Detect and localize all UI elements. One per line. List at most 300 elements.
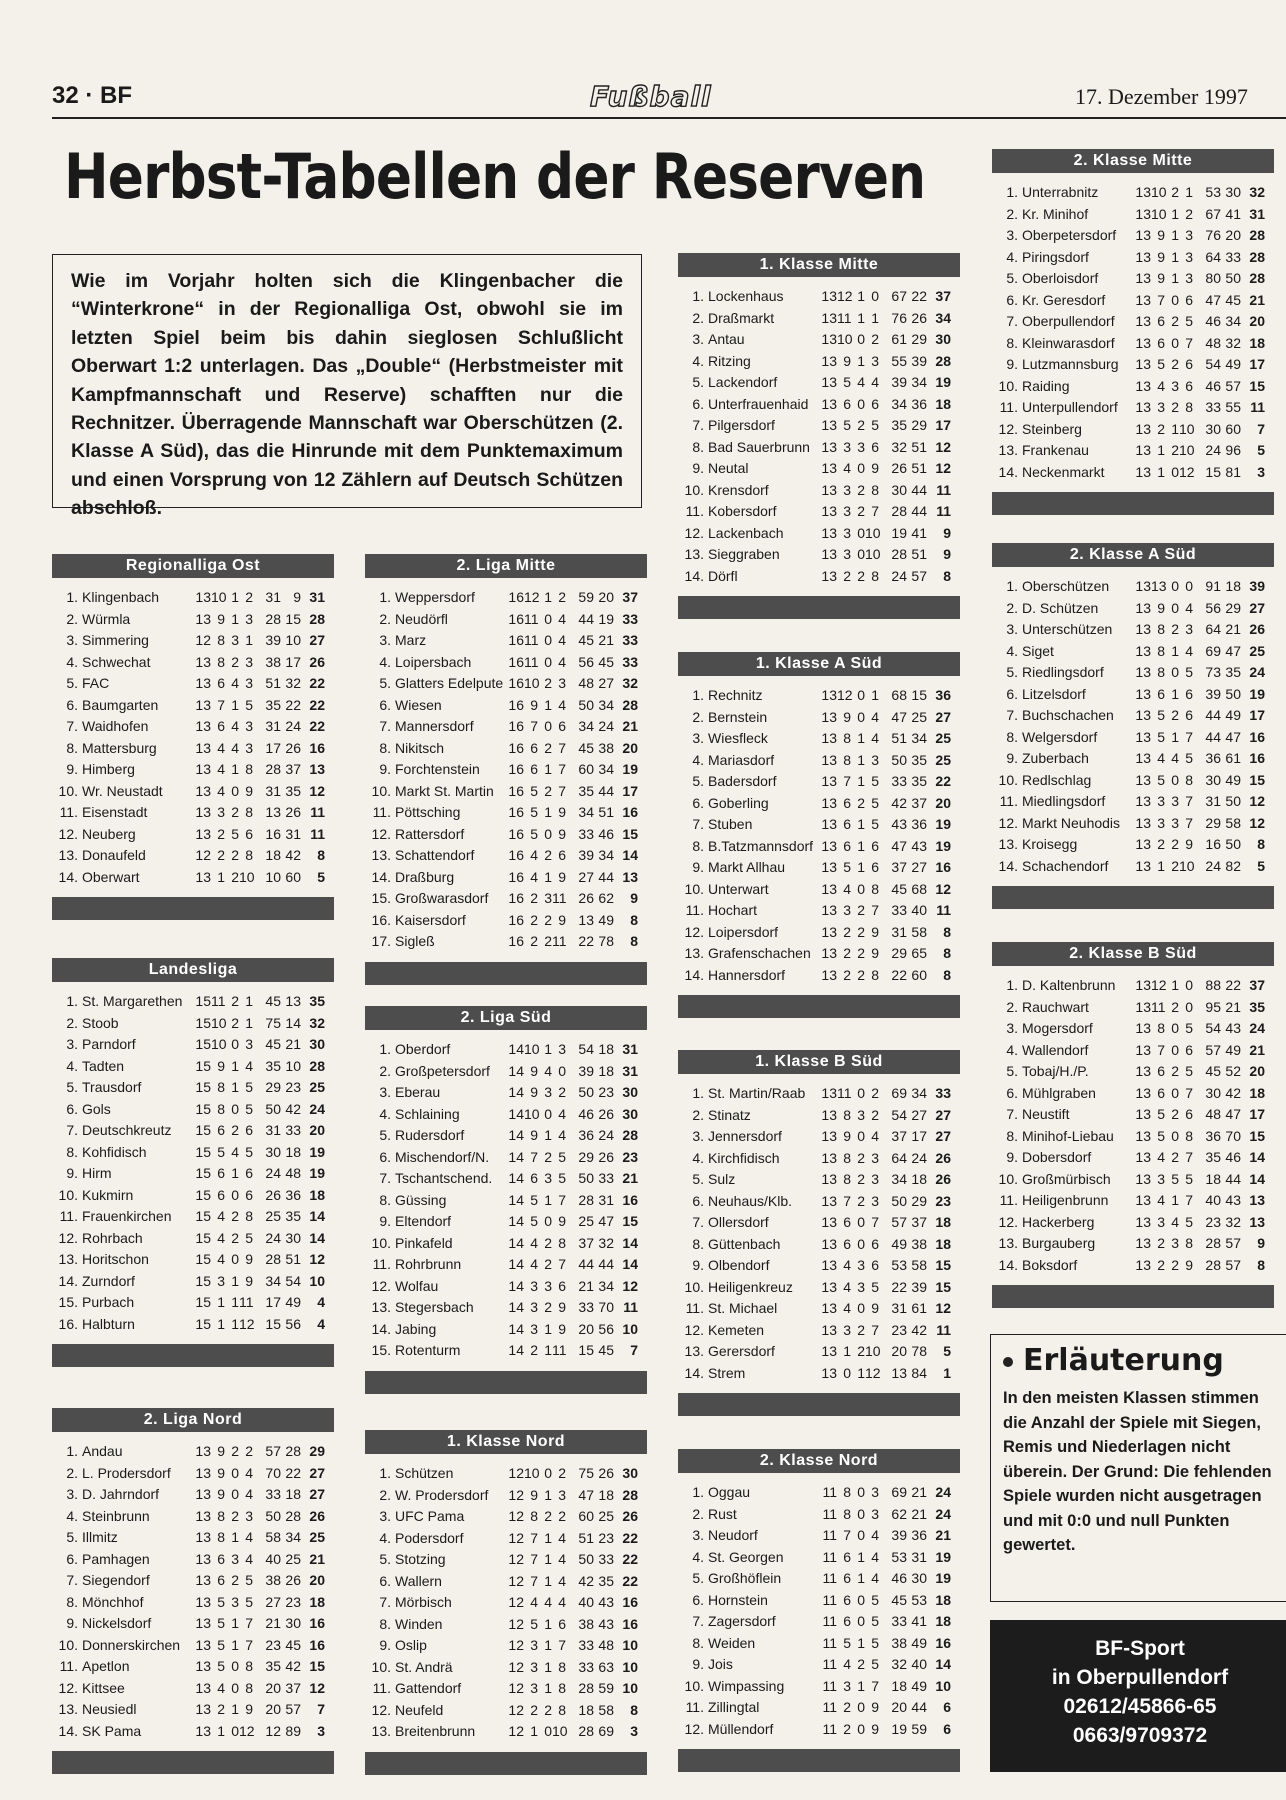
table-row: [678, 1105, 960, 1127]
table-cell: 45: [285, 1636, 301, 1653]
table-cell: 7: [1157, 1041, 1165, 1058]
table-cell: 27: [935, 1106, 951, 1123]
table-cell: Sieggraben: [708, 546, 780, 562]
table-cell: 21: [285, 1036, 301, 1052]
table-cell: 10: [211, 1014, 227, 1031]
table-cell: 11: [552, 933, 567, 949]
table-cell: 1.: [379, 589, 391, 605]
table-cell: 2: [231, 1572, 239, 1588]
table-title: 1. Klasse A Süd: [678, 652, 960, 676]
table-cell: 8.: [692, 1235, 704, 1252]
table-cell: 1: [544, 1680, 552, 1696]
table-row: [992, 1104, 1274, 1126]
table-row: [678, 501, 960, 523]
table-cell: 6: [943, 1699, 951, 1715]
table-row: [52, 609, 334, 631]
table-row: [678, 771, 960, 793]
table-cell: 14: [508, 1213, 524, 1229]
table-cell: 26: [935, 1149, 951, 1166]
table-cell: 19: [891, 524, 907, 541]
table-cell: 7: [558, 739, 566, 756]
table-cell: 6: [1185, 356, 1193, 372]
table-row: [52, 1314, 334, 1336]
table-cell: 5: [1257, 857, 1265, 874]
table-cell: 68: [911, 880, 927, 897]
table-footer-bar: [992, 1285, 1274, 1308]
table-cell: 7: [1185, 728, 1193, 745]
table-cell: 1: [1171, 248, 1179, 265]
table-cell: 13: [1135, 599, 1151, 616]
table-cell: 30: [1205, 771, 1221, 788]
table-cell: 50: [1225, 836, 1241, 852]
table-cell: 4.: [66, 1057, 78, 1074]
table-row: [365, 845, 647, 867]
table-cell: 54: [285, 1272, 301, 1289]
table-cell: 31: [309, 589, 325, 605]
table-cell: 40: [578, 1594, 594, 1610]
table-cell: 5: [245, 1572, 253, 1588]
table-cell: 11.: [999, 399, 1018, 415]
table-cell: 13: [821, 1171, 837, 1187]
table-cell: 4: [558, 1127, 566, 1143]
table-cell: 3: [857, 438, 865, 455]
table-cell: 28: [578, 1723, 594, 1739]
table-cell: Großwarasdorf: [395, 890, 489, 906]
table-cell: 15: [195, 1229, 211, 1246]
table-cell: 3: [317, 1722, 325, 1739]
table-footer-bar: [992, 492, 1274, 515]
table-cell: 14: [622, 1256, 638, 1272]
table-cell: 3.: [692, 331, 704, 347]
table-cell: 6.: [66, 696, 78, 713]
table-cell: 9: [245, 1272, 253, 1289]
table-cell: Siegendorf: [82, 1572, 150, 1588]
table-cell: 13: [821, 460, 837, 476]
table-cell: 9: [217, 610, 225, 627]
league-table: [678, 1449, 960, 1772]
table-cell: 26: [309, 1507, 325, 1524]
table-cell: 3: [1185, 227, 1193, 243]
table-cell: 3: [843, 524, 851, 541]
table-cell: 0: [1171, 599, 1179, 616]
table-cell: 15: [1249, 771, 1265, 788]
table-cell: 1: [1171, 1192, 1179, 1208]
table-cell: 16: [508, 653, 524, 670]
table-cell: 4: [871, 730, 879, 746]
table-cell: 3.: [1006, 1020, 1018, 1036]
table-footer-bar: [365, 962, 647, 985]
table-cell: 8: [1185, 1127, 1193, 1144]
table-cell: 30: [891, 481, 907, 498]
table-cell: 24: [598, 1127, 614, 1143]
table-cell: 5.: [692, 773, 704, 789]
table-cell: 2: [530, 890, 538, 906]
table-cell: 1: [857, 751, 865, 768]
table-cell: 9.: [692, 460, 704, 476]
table-cell: Wimpassing: [708, 1677, 785, 1694]
table-cell: 39: [911, 352, 927, 369]
table-cell: 4: [843, 460, 851, 476]
table-cell: 22: [891, 966, 907, 983]
table-cell: 56: [285, 1315, 301, 1332]
table-row: [678, 1148, 960, 1170]
table-cell: 22: [935, 773, 951, 789]
table-row: [992, 311, 1274, 333]
table-cell: Forchtenstein: [395, 761, 480, 777]
table-cell: 2: [857, 1149, 865, 1166]
table-cell: 3: [231, 1593, 239, 1610]
table-cell: 25: [578, 1213, 594, 1229]
table-cell: 26: [911, 309, 927, 326]
table-row: [992, 1083, 1274, 1105]
table-cell: 45: [1225, 291, 1241, 308]
table-cell: 5: [843, 374, 851, 390]
table-cell: Neustift: [1022, 1106, 1070, 1122]
table-row: [365, 781, 647, 803]
table-cell: 0: [1171, 1020, 1179, 1036]
table-cell: 13: [195, 761, 211, 777]
table-cell: Schachendorf: [1022, 857, 1109, 874]
table-cell: 3: [843, 438, 851, 455]
table-row: [52, 1249, 334, 1271]
table-cell: 10: [285, 1057, 301, 1074]
table-cell: 16: [309, 1636, 325, 1653]
table-cell: 45: [265, 993, 281, 1009]
table-cell: 14: [285, 1014, 301, 1031]
table-cell: 7: [871, 1214, 879, 1230]
table-cell: Jabing: [395, 1320, 437, 1337]
table-cell: 11: [936, 1321, 951, 1338]
table-cell: 10.: [371, 1234, 391, 1251]
table-cell: 47: [1225, 642, 1241, 659]
table-cell: 3.: [1006, 227, 1018, 243]
table-cell: 47: [891, 708, 907, 725]
table-cell: 5: [1185, 313, 1193, 329]
table-cell: 26: [309, 653, 325, 670]
table-cell: 20: [891, 1343, 907, 1359]
table-cell: 13: [1135, 728, 1151, 745]
table-cell: 5: [1185, 1063, 1193, 1079]
table-cell: 10: [622, 1658, 638, 1675]
table-row: [992, 1212, 1274, 1234]
table-cell: Lackendorf: [708, 374, 778, 390]
table-cell: 30: [911, 1570, 927, 1586]
table-cell: Wr. Neustadt: [82, 782, 163, 799]
table-row: [365, 716, 647, 738]
table-cell: 11: [310, 825, 325, 842]
table-cell: 3: [871, 1505, 879, 1522]
table-cell: 2: [544, 911, 552, 928]
table-cell: Schattendorf: [395, 847, 475, 863]
table-cell: 16: [508, 632, 524, 648]
table-cell: 1: [857, 1570, 865, 1586]
table-cell: 35: [911, 751, 927, 768]
table-cell: 10: [285, 632, 301, 648]
table-cell: 4: [558, 1529, 566, 1546]
table-cell: 14: [508, 1084, 524, 1100]
table-cell: 32: [285, 675, 301, 691]
table-cell: 9: [1157, 248, 1165, 265]
table-cell: 33: [622, 653, 638, 670]
table-cell: 6: [530, 761, 538, 777]
table-cell: 6.: [379, 1572, 391, 1589]
table-cell: 0: [231, 1722, 239, 1739]
table-cell: Oberpetersdorf: [1022, 227, 1117, 243]
table-cell: 7: [871, 1321, 879, 1338]
table-cell: 42: [578, 1572, 594, 1589]
table-cell: 3: [530, 1299, 538, 1315]
table-cell: 33: [598, 1170, 614, 1186]
table-cell: 9: [293, 589, 301, 605]
table-cell: Oberloisdorf: [1022, 270, 1099, 286]
table-row: [678, 1191, 960, 1213]
league-table: [52, 1408, 334, 1774]
table-cell: 34: [935, 309, 951, 326]
table-cell: 49: [891, 1235, 907, 1252]
table-cell: Burgauberg: [1022, 1235, 1096, 1251]
table-cell: 3: [843, 481, 851, 498]
table-cell: 0: [857, 708, 865, 725]
table-cell: 15: [195, 1251, 211, 1267]
table-cell: 2: [231, 1443, 239, 1459]
table-cell: 11.: [999, 1192, 1018, 1208]
table-cell: 2: [231, 804, 239, 820]
table-cell: 4: [558, 1594, 566, 1610]
table-cell: 0: [231, 782, 239, 799]
table-cell: 8: [843, 1505, 851, 1522]
table-footer-bar: [678, 596, 960, 619]
table-cell: 30: [622, 1465, 638, 1481]
table-cell: 13: [821, 837, 837, 854]
table-cell: 1.: [1006, 184, 1018, 200]
table-cell: 1: [544, 1615, 552, 1632]
table-cell: 0: [231, 1186, 239, 1203]
table-row: [365, 695, 647, 717]
bullet-icon: [1003, 1357, 1013, 1367]
table-cell: 49: [911, 1634, 927, 1651]
table-row: [52, 1549, 334, 1571]
table-cell: 2: [544, 782, 552, 799]
table-cell: 38: [911, 1235, 927, 1252]
table-row: [365, 1506, 647, 1528]
table-cell: 50: [265, 1507, 281, 1524]
table-cell: 28: [935, 352, 951, 369]
table-cell: 5: [1171, 1170, 1179, 1187]
table-cell: Piringsdorf: [1022, 248, 1089, 265]
table-cell: 30: [309, 1036, 325, 1052]
table-cell: 9: [871, 1720, 879, 1737]
table-row: [52, 630, 334, 652]
table-cell: 4: [245, 1464, 253, 1481]
table-cell: 13.: [371, 847, 391, 863]
table-cell: 38: [265, 653, 281, 670]
table-cell: 13: [821, 1192, 837, 1209]
table-cell: 2: [1171, 399, 1179, 415]
table-cell: 33: [891, 1613, 907, 1629]
table-cell: 18: [598, 1041, 614, 1057]
table-cell: 13: [821, 1214, 837, 1230]
table-cell: 14.: [58, 1272, 78, 1289]
table-cell: 33: [1205, 399, 1221, 415]
table-cell: Oslip: [395, 1637, 427, 1653]
table-row: [992, 641, 1274, 663]
table-cell: 3: [871, 751, 879, 768]
table-cell: 4: [530, 1256, 538, 1272]
table-cell: 40: [911, 1656, 927, 1672]
table-cell: 11: [524, 653, 539, 670]
table-cell: 35: [265, 1057, 281, 1074]
table-cell: 2: [231, 1122, 239, 1138]
table-row: [678, 1568, 960, 1590]
table-cell: 19: [1249, 685, 1265, 702]
table-cell: 51: [891, 730, 907, 746]
table-cell: Rotenturm: [395, 1342, 461, 1358]
table-cell: 11: [822, 1634, 837, 1651]
table-row: [365, 652, 647, 674]
table-cell: Parndorf: [82, 1036, 136, 1052]
table-cell: 36: [911, 395, 927, 412]
table-cell: 14: [508, 1234, 524, 1251]
table-cell: 7.: [1006, 1106, 1018, 1122]
table-cell: 4: [544, 1594, 552, 1610]
table-cell: Zuberbach: [1022, 750, 1089, 766]
table-cell: 23: [1205, 1213, 1221, 1230]
table-cell: 2: [843, 945, 851, 961]
table-cell: 7: [217, 696, 225, 713]
table-cell: 13: [195, 589, 211, 605]
table-cell: 88: [1205, 977, 1221, 993]
table-cell: Mannersdorf: [395, 718, 474, 734]
table-cell: 32: [598, 1234, 614, 1251]
table-cell: 12: [508, 1723, 524, 1739]
table-cell: 14.: [684, 966, 704, 983]
table-cell: 24: [285, 718, 301, 734]
table-cell: 12.: [58, 825, 78, 842]
table-cell: 2: [857, 503, 865, 519]
table-row: [52, 1292, 334, 1314]
table-cell: 34: [911, 730, 927, 746]
table-cell: Tobaj/H./P.: [1022, 1063, 1089, 1079]
table-cell: 1: [231, 610, 239, 627]
table-cell: 12: [508, 1701, 524, 1718]
league-table: [992, 149, 1274, 515]
table-cell: Rattersdorf: [395, 825, 465, 842]
table-cell: 31: [265, 589, 281, 605]
table-cell: 14: [508, 1105, 524, 1122]
table-cell: 2.: [692, 1106, 704, 1123]
table-cell: 5.: [66, 1529, 78, 1545]
table-cell: 5: [217, 1636, 225, 1653]
table-cell: 8: [1257, 836, 1265, 852]
table-cell: 11: [936, 902, 951, 918]
table-cell: 64: [891, 1149, 907, 1166]
table-cell: 12.: [371, 825, 391, 842]
table-cell: 9: [217, 1057, 225, 1074]
table-cell: 49: [1225, 356, 1241, 372]
table-row: [992, 1233, 1274, 1255]
table-cell: 16: [622, 1615, 638, 1632]
table-cell: 57: [1205, 1041, 1221, 1058]
table-cell: Litzelsdorf: [1022, 685, 1086, 702]
table-cell: 18: [911, 1171, 927, 1187]
table-row: [992, 770, 1274, 792]
table-cell: 13: [1135, 836, 1151, 852]
table-cell: 2: [231, 1208, 239, 1224]
table-cell: 49: [1225, 1041, 1241, 1058]
table-cell: 20: [1225, 227, 1241, 243]
table-row: [52, 1721, 334, 1743]
table-cell: 13: [195, 653, 211, 670]
table-cell: 31: [911, 1548, 927, 1565]
table-cell: 4: [558, 1551, 566, 1567]
table-row: [365, 802, 647, 824]
table-cell: 22: [911, 288, 927, 304]
table-cell: 0: [231, 1251, 239, 1267]
table-cell: 5: [871, 816, 879, 832]
table-cell: Redlschlag: [1022, 771, 1092, 788]
table-cell: 13: [578, 911, 594, 928]
table-cell: 1: [245, 993, 253, 1009]
table-cell: 11: [1250, 399, 1265, 415]
table-cell: 3: [245, 1036, 253, 1052]
table-cell: 0: [231, 1486, 239, 1502]
table-cell: 37: [935, 288, 951, 304]
table-cell: Simmering: [82, 632, 149, 648]
table-cell: 9: [1185, 836, 1193, 852]
table-cell: 1: [231, 589, 239, 605]
table-cell: 15: [195, 993, 211, 1009]
table-cell: Markt Neuhodis: [1022, 814, 1121, 831]
table-cell: Wallendorf: [1022, 1041, 1089, 1058]
table-cell: 11: [822, 1548, 837, 1565]
table-cell: 9.: [1006, 750, 1018, 766]
table-cell: 0: [857, 880, 865, 897]
table-cell: 13.: [684, 945, 704, 961]
table-row: [52, 1099, 334, 1121]
table-cell: Nickelsdorf: [82, 1615, 152, 1631]
table-cell: 10.: [58, 1186, 78, 1203]
table-cell: 17: [1249, 356, 1265, 372]
table-cell: 29: [911, 417, 927, 433]
table-cell: 0: [544, 653, 552, 670]
table-row: [52, 1635, 334, 1657]
table-cell: 8.: [692, 438, 704, 455]
table-cell: 15: [195, 1143, 211, 1160]
table-cell: Gerersdorf: [708, 1343, 775, 1359]
table-cell: 27: [911, 859, 927, 875]
table-cell: 39: [891, 1527, 907, 1543]
table-cell: 9: [558, 1213, 566, 1229]
table-cell: 10: [1179, 857, 1195, 874]
table-cell: 14.: [58, 1722, 78, 1739]
table-cell: 1: [231, 1636, 239, 1653]
table-cell: 8: [843, 1484, 851, 1500]
table-cell: 14: [622, 847, 638, 863]
table-cell: 10: [524, 675, 540, 691]
table-row: [992, 333, 1274, 355]
table-cell: Frauenkirchen: [82, 1208, 172, 1224]
table-cell: 6: [217, 1186, 225, 1203]
table-cell: 3: [217, 804, 225, 820]
table-cell: 13: [1135, 399, 1151, 415]
table-cell: 13.: [58, 847, 78, 863]
table-cell: 91: [1205, 578, 1221, 594]
table-cell: 7.: [379, 1594, 391, 1610]
table-row: [992, 684, 1274, 706]
table-cell: 13: [195, 1615, 211, 1631]
table-cell: 14: [1249, 1170, 1265, 1187]
table-cell: 6: [558, 1277, 566, 1294]
